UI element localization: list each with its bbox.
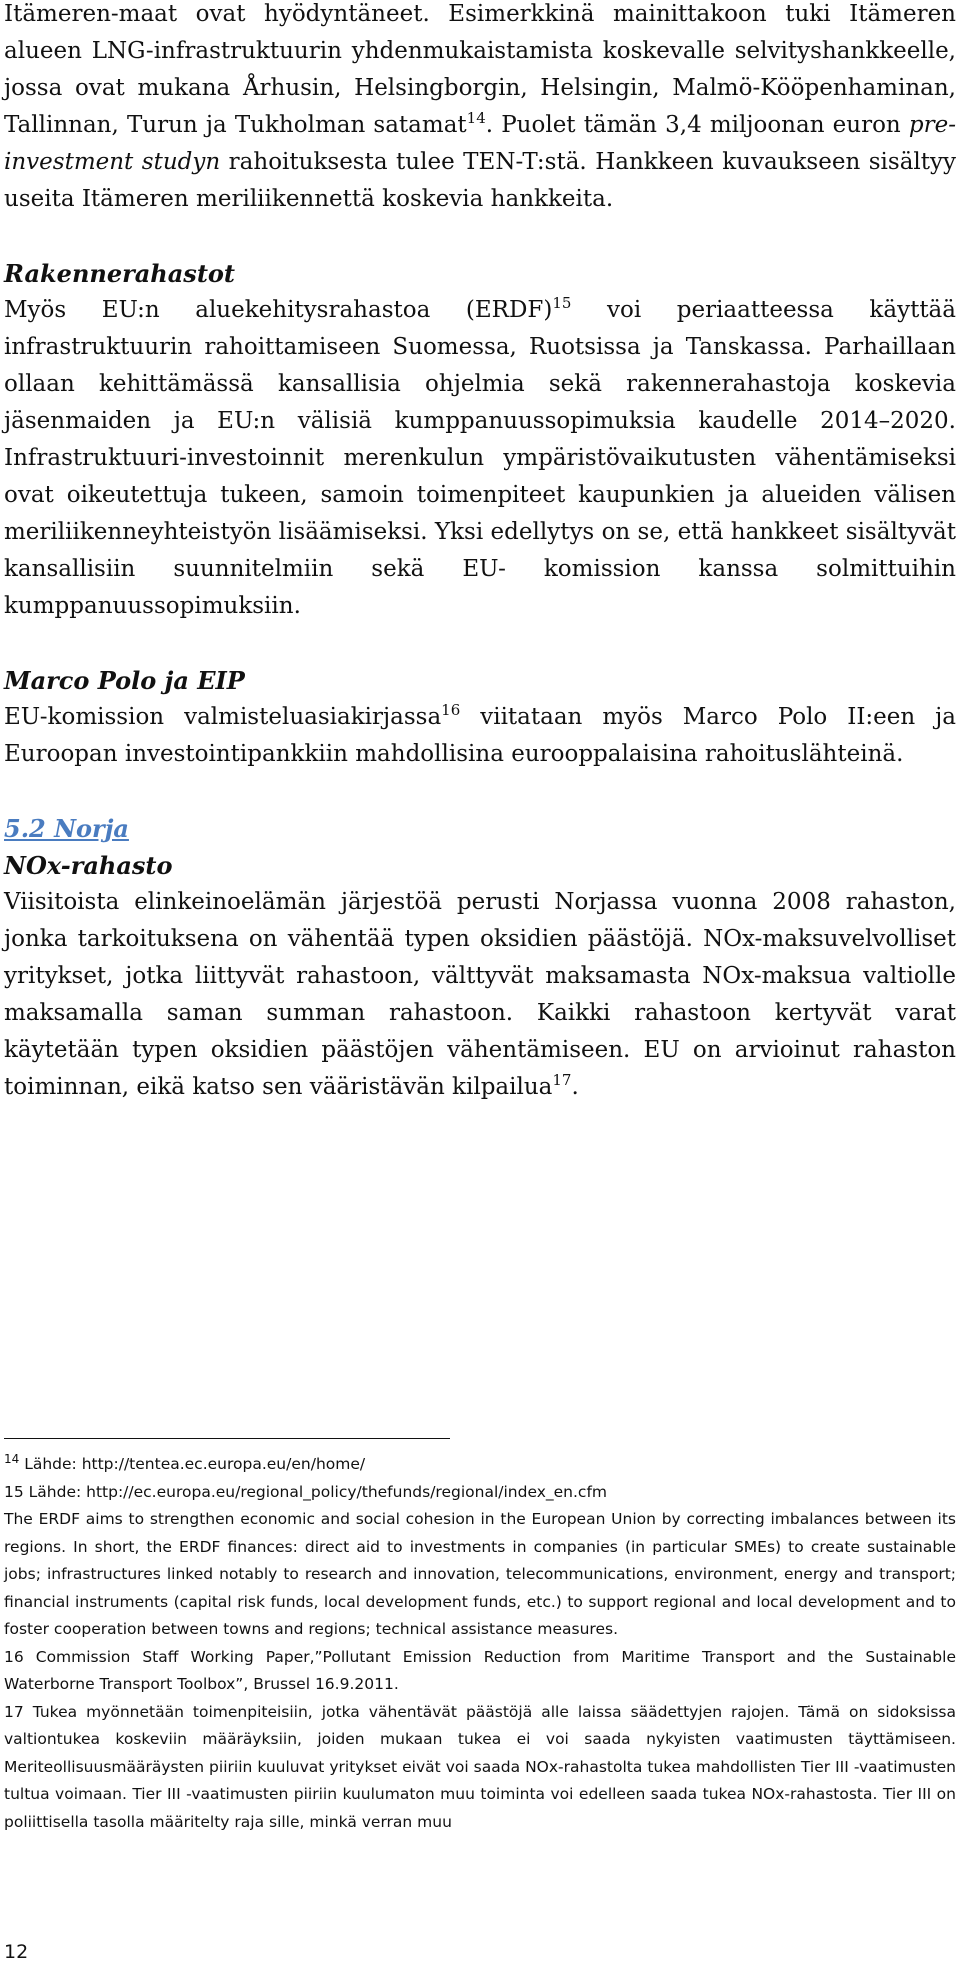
paragraph-text: viitataan myös Marco Polo II:een ja Euroopan investointipankkiin mahdollisina eurooppalaisina rahoituslähteinä.	[4, 704, 957, 767]
page-number: 12	[4, 1941, 29, 1963]
paragraph-text: rahoituksesta tulee TEN-T:stä. Hankkeen kuvaukseen sisältyy useita Itämeren meriliikennettä koskevia hankkeita.	[4, 149, 957, 212]
paragraph-text: Myös EU:n aluekehitysrahastoa (ERDF)	[4, 297, 553, 323]
footnote-number: 14	[4, 1452, 20, 1466]
footnote-text: Lähde: http://tentea.ec.europa.eu/en/home/	[19, 1455, 366, 1473]
paragraph-text: EU-komission valmisteluasiakirjassa	[4, 704, 442, 730]
paragraph-text: voi periaatteessa käyttää infrastruktuurin rahoittamiseen Suomessa, Ruotsissa ja Tanskassa. Parhaillaan ollaan kehittämässä kansallisia ohjelmia sekä rakennerahastoja koskevia jäsenmaiden ja EU:n välisiä kumppanuussopimuksia kaudelle 2014–2020. Infrastruktuuri-investoinnit merenkulun ympäristövaikutusten vähentämiseksi ovat oikeutettuja tukeen, samoin toimenpiteet kaupunkien ja alueiden välisen meriliikenneyhteistyön lisäämiseksi. Yksi edellytys on se, että hankkeet sisältyvät kansallisiin suunnitelmiin sekä EU- komission kanssa solmittuihin kumppanuussopimuksiin.	[4, 297, 956, 619]
section-heading-norja[interactable]: 5.2 Norja	[4, 814, 129, 843]
emphasis-text: pre-investment studyn	[4, 112, 956, 175]
paragraph-lng-support	[4, 0, 956, 218]
footnote-ref-17[interactable]: 17	[552, 1071, 572, 1089]
paragraph-rakennerahastot	[4, 292, 956, 625]
footnote-17: 17 Tukea myönnetään toimenpiteisiin, jotka vähentävät päästöjä alle laissa säädettyjen rajojen. Tämä on sidoksissa valtiontukea koskeviin määräyksiin, joiden mukaan tukea ei voi saada nykyisten vaatimusten täyttämiseen. Meriteollisuusmääräysten piiriin kuuluvat yritykset eivät voi saada NOx-rahastolta tukea mahdollisten Tier III -vaatimusten tultua voimaan. Tier III -vaatimusten piiriin kuulumaton muu toiminta voi edelleen saada tukea NOx-rahastosta. Tier III on poliittisella tasolla määritelty raja sille, minkä verran muu	[4, 1702, 956, 1831]
paragraph-nox-rahasto	[4, 884, 956, 1106]
heading-rakennerahastot: Rakennerahastot	[4, 259, 235, 288]
footnote-15-text: The ERDF aims to strengthen economic and social cohesion in the European Union by correcting imbalances between its regions. In short, the ERDF finances: direct aid to investments in companies (in particular SMEs) to create sustainable jobs; infrastructures linked notably to research and innovation, telecommunications, environment, energy and transport; financial instruments (capital risk funds, local development funds, etc.) to support regional and local development and to foster cooperation between towns and regions; technical assistance measures.	[4, 1510, 956, 1638]
heading-marco-polo: Marco Polo ja EIP	[4, 666, 245, 695]
footnote-16: 16 Commission Staff Working Paper,”Pollutant Emission Reduction from Maritime Transport and the Sustainable Waterborne Transport Toolbox”, Brussel 16.9.2011.	[4, 1647, 956, 1693]
footnote-14	[4, 1451, 956, 1479]
footnote-divider	[4, 1438, 450, 1439]
footnote-ref-14[interactable]: 14	[466, 109, 486, 127]
footnotes	[4, 1438, 956, 1836]
paragraph-text: Viisitoista elinkeinoelämän järjestöä perusti Norjassa vuonna 2008 rahaston, jonka tarkoituksena on vähentää typen oksidien päästöjä. NOx-maksuvelvolliset yritykset, jotka liittyvät rahastoon, välttyvät maksamasta NOx-maksua valtiolle maksamalla saman summan rahastoon. Kaikki rahastoon kertyvät varat käytetään typen oksidien päästöjen vähentämiseen. EU on arvioinut rahaston toiminnan, eikä katso sen vääristävän kilpailua	[4, 889, 956, 1100]
footnote-15-source: 15 Lähde: http://ec.europa.eu/regional_policy/thefunds/regional/index_en.cfm	[4, 1482, 607, 1501]
paragraph-text: Itämeren-maat ovat hyödyntäneet. Esimerkkinä mainittakoon tuki Itämeren alueen LNG-infrastruktuurin yhdenmukaistamista koskevalle selvityshankkeelle, jossa ovat mukana Århusin, Helsingborgin, Helsingin, Malmö-Kööpenhaminan, Tallinnan, Turun ja Tukholman satamat	[4, 1, 956, 138]
paragraph-marco-polo	[4, 699, 956, 773]
paragraph-text: . Puolet tämän 3,4 miljoonan euron	[485, 112, 909, 138]
heading-nox-rahasto: NOx-rahasto	[4, 851, 173, 880]
footnote-ref-16[interactable]: 16	[441, 701, 461, 719]
paragraph-text: .	[571, 1074, 579, 1100]
document-body	[4, 0, 956, 1106]
footnote-ref-15[interactable]: 15	[552, 294, 572, 312]
